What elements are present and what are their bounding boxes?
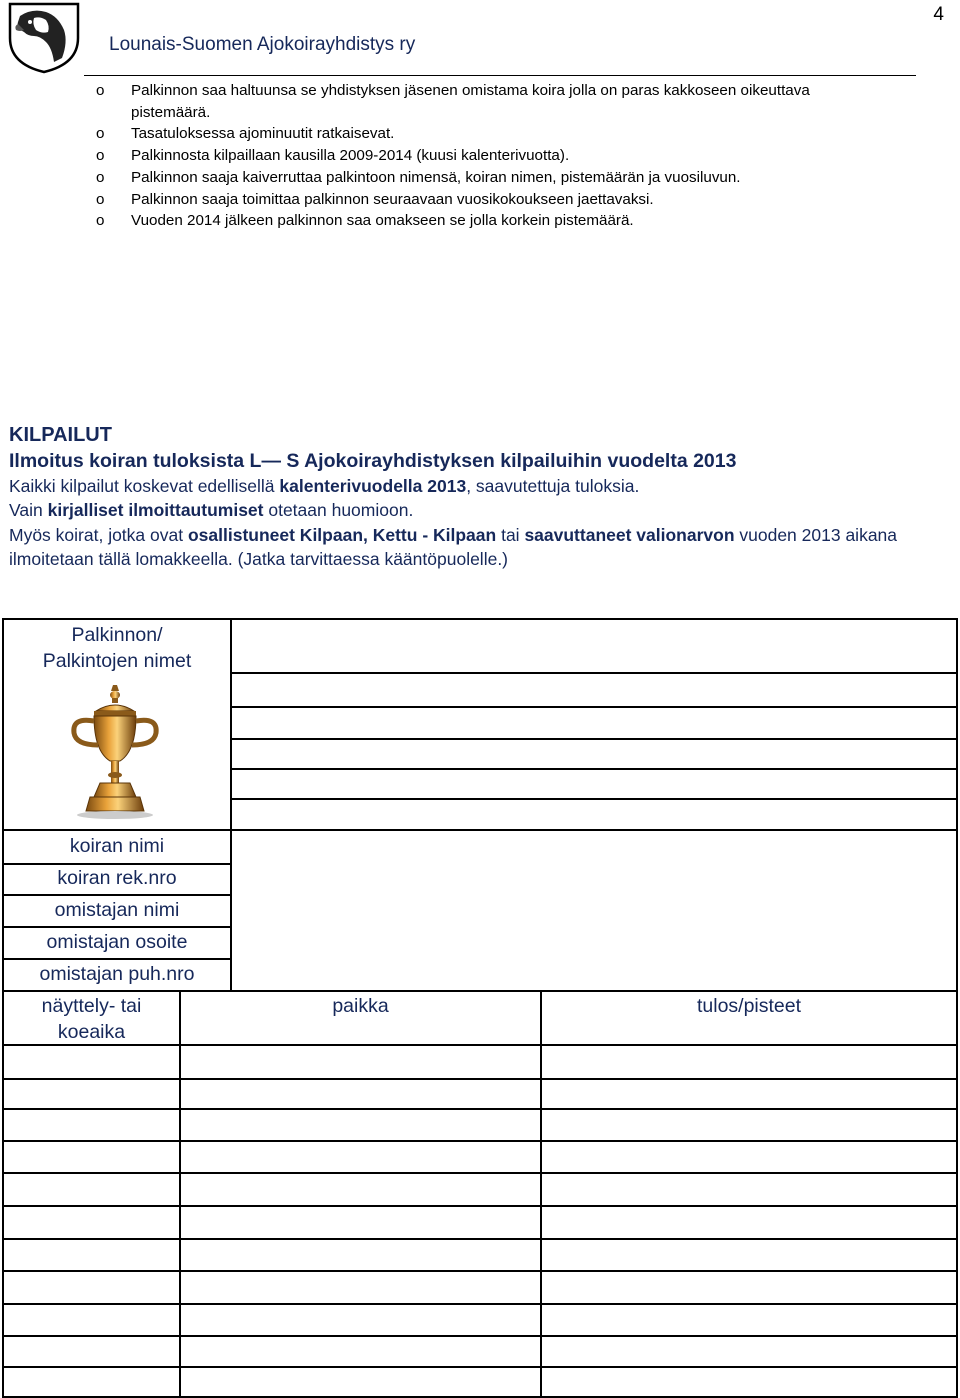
- list-item: o Palkinnon saa haltuunsa se yhdistyksen jäsenen omistama koira jolla on paras kakkoseen oikeuttava pistemäärä.: [96, 82, 810, 121]
- trophy-icon: [66, 683, 164, 820]
- owner-address-label: omistajan osoite: [46, 931, 188, 953]
- owner-name-label: omistajan nimi: [54, 899, 180, 921]
- paragraph-calendar-year: Kaikki kilpailut koskevat edellisellä kalenterivuodella 2013, saavutettuja tuloksia.: [9, 476, 640, 496]
- list-item: o Vuoden 2014 jälkeen palkinnon saa omakseen se jolla korkein pistemäärä.: [96, 212, 634, 230]
- list-item: o Tasatuloksessa ajominuutit ratkaisevat.: [96, 125, 395, 143]
- section-title: KILPAILUT: [9, 424, 112, 446]
- list-item: o Palkinnon saaja toimittaa palkinnon seuraavaan vuosikokoukseen jaettavaksi.: [96, 190, 654, 208]
- list-item: o Palkinnon saaja kaiverruttaa palkintoon nimensä, koiran nimen, pistemäärän ja vuosiluvun.: [96, 168, 741, 186]
- result-column-header: tulos/pisteet: [696, 995, 802, 1017]
- prize-names-label: Palkinnon/ Palkintojen nimet: [42, 624, 192, 672]
- page-number: 4: [933, 4, 944, 25]
- paragraph-written-only: Vain kirjalliset ilmoittautumiset otetaan huomioon.: [9, 500, 414, 521]
- list-item: o Palkinnosta kilpaillaan kausilla 2009-2014 (kuusi kalenterivuotta).: [96, 147, 570, 165]
- paragraph-participants: Myös koirat, jotka ovat osallistuneet Kilpaan, Kettu - Kilpaan tai saavuttaneet valionarvon vuoden 2013 aikana ilmoitetaan tällä lomakkeella. (Jatka tarvittaessa kääntöpuolelle.): [9, 524, 898, 569]
- dog-registration-label: koiran rek.nro: [57, 867, 177, 889]
- hound-dog-shield-icon: [6, 2, 82, 74]
- header-divider: [84, 75, 916, 76]
- organization-name: Lounais-Suomen Ajokoirayhdistys ry: [109, 34, 416, 55]
- section-subtitle: Ilmoitus koiran tuloksista L— S Ajokoirayhdistyksen kilpailuihin vuodelta 2013: [9, 450, 737, 472]
- date-column-header: näyttely- tai koeaika: [41, 995, 142, 1043]
- competitions-section: [9, 422, 954, 571]
- place-column-header: paikka: [332, 995, 389, 1017]
- dog-name-label: koiran nimi: [69, 835, 165, 857]
- owner-phone-label: omistajan puh.nro: [39, 963, 195, 985]
- prize-rules-list: [0, 80, 891, 232]
